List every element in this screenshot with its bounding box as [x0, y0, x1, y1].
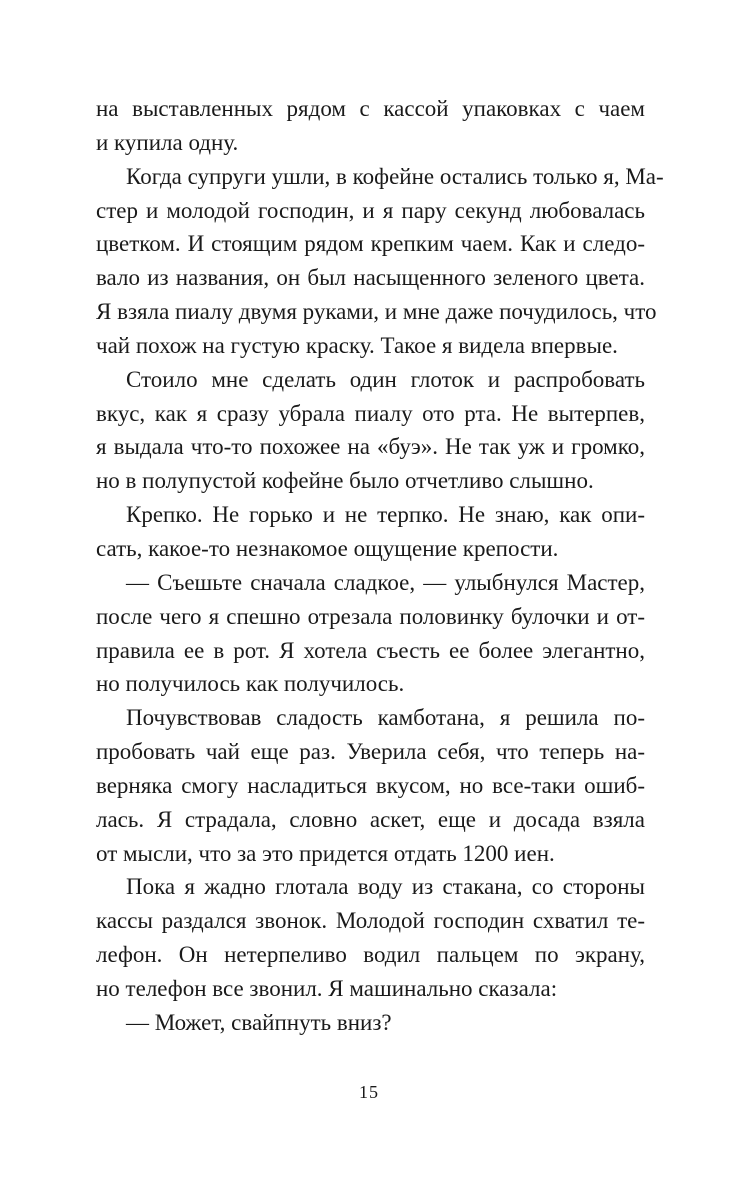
body-text — [96, 92, 664, 1040]
text-line: Почувствовав сладость камботана, я решила по- — [126, 705, 645, 731]
text-line: я выдала что-то похожее на «буэ». Не так уж и громко, — [96, 434, 645, 460]
text-line: но телефон все звонил. Я машинально сказала: — [96, 975, 558, 1001]
text-line: Стоило мне сделать один глоток и распробовать — [126, 366, 645, 392]
text-line: Крепко. Не горько и не терпко. Не знаю, как опи- — [126, 502, 645, 528]
text-line: сать, какое-то незнакомое ощущение крепости. — [96, 535, 559, 561]
text-line: лась. Я страдала, словно аскет, еще и досада взяла — [96, 806, 645, 832]
text-line: но в полупустой кофейне было отчетливо слышно. — [96, 468, 594, 494]
text-line: кассы раздался звонок. Молодой господин схватил те- — [96, 908, 645, 934]
text-line: Пока я жадно глотала воду из стакана, со стороны — [126, 874, 645, 900]
text-line: — Может, свайпнуть вниз? — [126, 1009, 392, 1035]
text-line: Когда супруги ушли, в кофейне остались только я, Ма- — [126, 163, 664, 189]
text-line: вало из названия, он был насыщенного зеленого цвета. — [96, 265, 645, 291]
text-line: от мысли, что за это придется отдать 1200 иен. — [96, 840, 555, 866]
text-line: правила ее в рот. Я хотела съесть ее более элегантно, — [96, 637, 645, 663]
text-line: вкус, как я сразу убрала пиалу ото рта. Не вытерпев, — [96, 400, 645, 426]
text-line: пробовать чай еще раз. Уверила себя, что теперь на- — [96, 739, 645, 765]
text-line: — Съешьте сначала сладкое, — улыбнулся Мастер, — [126, 569, 645, 595]
text-line: на выставленных рядом с кассой упаковках с чаем — [96, 96, 645, 121]
page-number: 15 — [359, 1082, 379, 1102]
text-line: стер и молодой господин, и я пару секунд любовалась — [96, 197, 645, 223]
text-line: чай похож на густую краску. Такое я видела впервые. — [96, 332, 618, 358]
text-line: цветком. И стоящим рядом крепким чаем. Как и следо- — [96, 231, 645, 257]
text-line: после чего я спешно отрезала половинку булочки и от- — [96, 603, 645, 629]
text-line: Я взяла пиалу двумя руками, и мне даже почудилось, что — [96, 299, 657, 325]
text-line: и купила одну. — [96, 129, 239, 155]
text-line: верняка смогу насладиться вкусом, но все-таки ошиб- — [96, 772, 645, 798]
text-line: лефон. Он нетерпеливо водил пальцем по экрану, — [96, 942, 645, 968]
text-line: но получилось как получилось. — [96, 671, 405, 697]
